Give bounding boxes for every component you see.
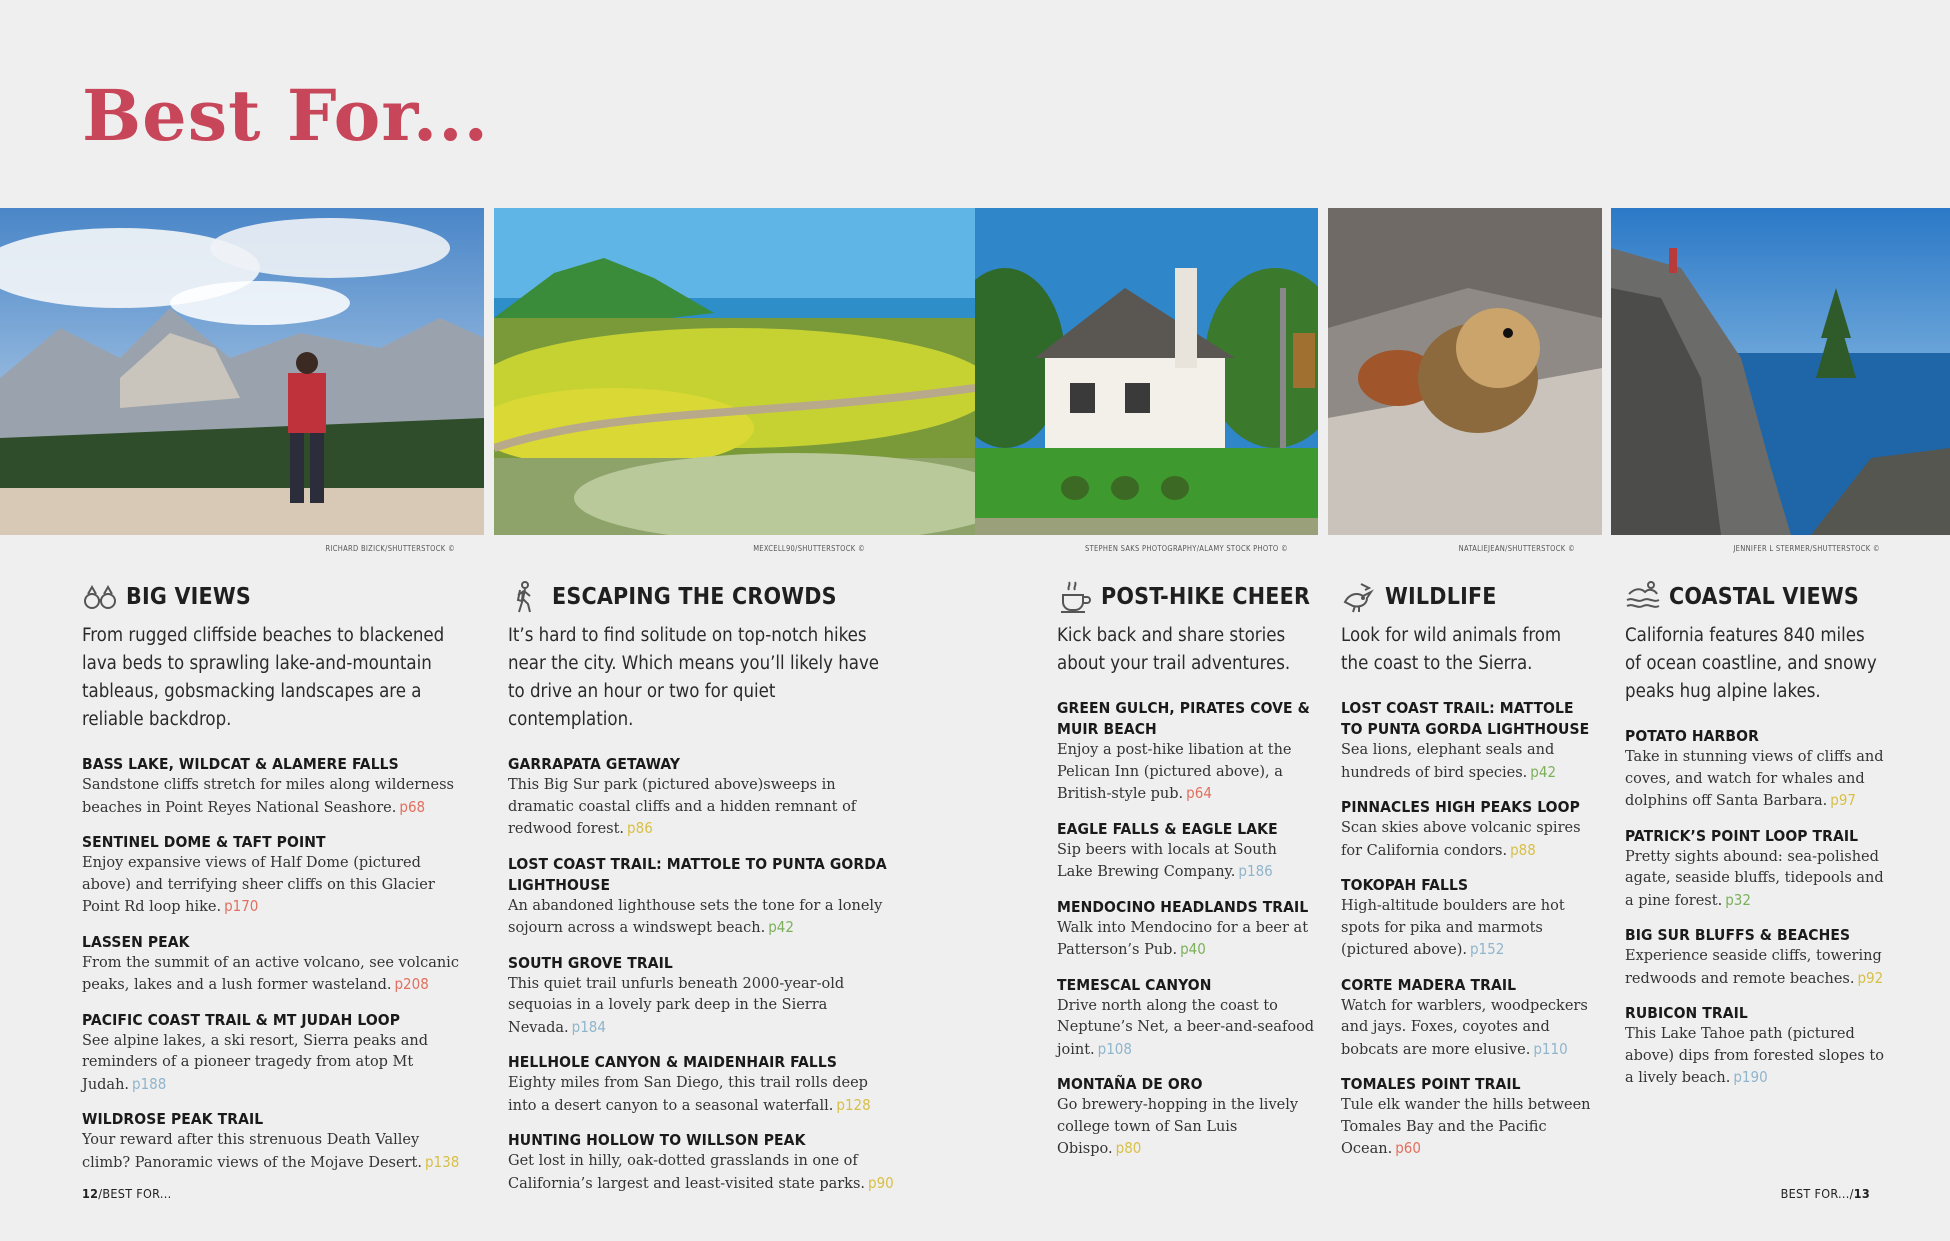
entry-description xyxy=(508,974,898,1040)
entry-description xyxy=(82,775,470,819)
entry-text: Enjoy expansive views of Half Dome (pictured above) and terrifying sheer cliffs on this Glacier Point Rd loop hike. xyxy=(82,855,435,915)
hiker-icon xyxy=(508,580,544,614)
page-reference-link[interactable]: p190 xyxy=(1733,1068,1768,1086)
entry-text: Sandstone cliffs stretch for miles along wilderness beaches in Point Reyes National Seashore. xyxy=(82,777,454,816)
page-title: Best For... xyxy=(82,74,489,157)
list-item xyxy=(1057,1074,1317,1161)
page-reference-link[interactable]: p186 xyxy=(1238,862,1273,880)
page-reference-link[interactable]: p64 xyxy=(1186,784,1212,802)
page-reference-link[interactable]: p138 xyxy=(424,1152,460,1171)
column-title: COASTAL VIEWS xyxy=(1669,584,1859,610)
column-header xyxy=(1057,580,1317,614)
entry-title: HUNTING HOLLOW TO WILLSON PEAK xyxy=(508,1131,806,1149)
photo-strip xyxy=(0,208,1950,535)
coastline-icon xyxy=(1625,580,1661,614)
entry-text: From the summit of an active volcano, see volcanic peaks, lakes and a lush former wasteland. xyxy=(82,954,459,993)
entry-description xyxy=(1625,1024,1885,1090)
entry-description xyxy=(508,1151,898,1195)
folio-number: 13 xyxy=(1853,1186,1870,1201)
list-item xyxy=(82,1010,470,1097)
entry-text: Your reward after this strenuous Death Valley climb? Panoramic views of the Mojave Desert. xyxy=(82,1132,422,1171)
list-item xyxy=(82,1109,470,1174)
photo-credit: NATALIEJEAN/SHUTTERSTOCK © xyxy=(1458,544,1575,553)
list-item xyxy=(1341,698,1591,784)
column-wildlife xyxy=(1341,580,1591,1174)
entry-text: See alpine lakes, a ski resort, Sierra peaks and reminders of a pioneer tragedy from atop Mt Judah. xyxy=(82,1032,429,1093)
page-reference-link[interactable]: p170 xyxy=(224,897,259,915)
column-title: ESCAPING THE CROWDS xyxy=(552,584,837,610)
page-reference-link[interactable]: p110 xyxy=(1533,1039,1568,1058)
list-item xyxy=(1341,797,1591,862)
entry-description xyxy=(1057,996,1317,1062)
entry-text: Eighty miles from San Diego, this trail rolls deep into a desert canyon to a seasonal waterfall. xyxy=(508,1075,868,1114)
list-item xyxy=(508,754,898,841)
entry-text: Get lost in hilly, oak-dotted grasslands in one of California’s largest and least-visited state parks. xyxy=(508,1153,866,1192)
entry-title: WILDROSE PEAK TRAIL xyxy=(82,1110,264,1128)
page-reference-link[interactable]: p92 xyxy=(1857,968,1884,987)
entry-title: GREEN GULCH, PIRATES COVE & MUIR BEACH xyxy=(1057,699,1310,738)
pelican-inn-photo xyxy=(975,208,1318,535)
page-reference-link[interactable]: p40 xyxy=(1180,940,1206,958)
column-coastal-views xyxy=(1625,580,1885,1103)
list-item xyxy=(1625,826,1885,913)
column-escaping-the-crowds xyxy=(508,580,898,1208)
coffee-cup-icon xyxy=(1057,580,1093,614)
entry-description xyxy=(1341,996,1591,1062)
list-item xyxy=(1057,698,1317,806)
entry-title: MONTAÑA DE ORO xyxy=(1057,1075,1203,1093)
page-reference-link[interactable]: p80 xyxy=(1115,1139,1142,1157)
list-item xyxy=(508,854,898,940)
entry-title: SENTINEL DOME & TAFT POINT xyxy=(82,833,326,851)
list-item xyxy=(82,754,470,819)
entry-description xyxy=(1625,847,1885,913)
entry-title: TEMESCAL CANYON xyxy=(1057,975,1212,994)
page-reference-link[interactable]: p128 xyxy=(836,1095,871,1114)
entry-text: Sip beers with locals at South Lake Brewing Company. xyxy=(1057,841,1277,880)
entry-text: This Big Sur park (pictured above)sweeps in dramatic coastal cliffs and a hidden remnant of redwood forest. xyxy=(508,777,857,837)
page-reference-link[interactable]: p97 xyxy=(1830,791,1857,809)
column-title: WILDLIFE xyxy=(1385,584,1497,610)
entry-description xyxy=(82,1031,470,1097)
entry-text: Go brewery-hopping in the lively college town of San Luis Obispo. xyxy=(1057,1097,1299,1157)
entry-text: High-altitude boulders are hot spots for pika and marmots (pictured above). xyxy=(1341,898,1565,958)
entry-text: Tule elk wander the hills between Tomales Bay and the Pacific Ocean. xyxy=(1341,1097,1591,1157)
list-item xyxy=(1625,1003,1885,1090)
page-reference-link[interactable]: p86 xyxy=(627,819,653,837)
entry-title: LOST COAST TRAIL: MATTOLE TO PUNTA GORDA LIGHTHOUSE xyxy=(508,854,887,894)
entry-description xyxy=(82,953,470,997)
column-title: BIG VIEWS xyxy=(126,584,252,610)
entry-title: HELLHOLE CANYON & MAIDENHAIR FALLS xyxy=(508,1053,838,1071)
entry-text: Experience seaside cliffs, towering redwoods and remote beaches. xyxy=(1625,948,1882,987)
entry-title: BIG SUR BLUFFS & BEACHES xyxy=(1625,926,1851,944)
entry-description xyxy=(508,775,898,841)
lake-tahoe-photo xyxy=(1611,208,1950,535)
page-reference-link[interactable]: p208 xyxy=(394,975,429,993)
page-reference-link[interactable]: p88 xyxy=(1510,840,1536,859)
page-reference-link[interactable]: p60 xyxy=(1395,1139,1421,1157)
list-item xyxy=(1625,925,1885,990)
entry-text: Walk into Mendocino for a beer at Patterson’s Pub. xyxy=(1057,919,1309,958)
entry-title: CORTE MADERA TRAIL xyxy=(1341,975,1517,994)
column-intro: It’s hard to find solitude on top-notch hikes near the city. Which means you’ll likely have to drive an hour or two for quiet contemplation. xyxy=(508,625,880,730)
list-item xyxy=(1625,726,1885,813)
column-post-hike-cheer xyxy=(1057,580,1317,1174)
page-reference-link[interactable]: p68 xyxy=(399,797,426,816)
mountain-vista-photo xyxy=(0,208,484,535)
entry-text: Watch for warblers, woodpeckers and jays. Foxes, coyotes and bobcats are more elusive. xyxy=(1341,997,1588,1058)
folio-label: BEST FOR.../ xyxy=(1780,1186,1854,1201)
entry-description xyxy=(1341,818,1591,862)
photo-credit: STEPHEN SAKS PHOTOGRAPHY/ALAMY STOCK PHOTO © xyxy=(1084,544,1288,553)
bird-icon xyxy=(1341,580,1377,614)
folio-number: 12 xyxy=(82,1186,99,1201)
list-item xyxy=(1341,975,1591,1062)
entry-description xyxy=(1057,840,1317,884)
folio-left xyxy=(82,1186,171,1201)
entry-title: PACIFIC COAST TRAIL & MT JUDAH LOOP xyxy=(82,1010,401,1029)
entry-title: LASSEN PEAK xyxy=(82,932,190,951)
coastal-meadow-photo xyxy=(494,208,975,535)
entry-title: EAGLE FALLS & EAGLE LAKE xyxy=(1057,819,1278,838)
page-reference-link[interactable]: p188 xyxy=(132,1074,167,1093)
entry-text: Scan skies above volcanic spires for California condors. xyxy=(1341,820,1581,859)
photo-credit: RICHARD BIZICK/SHUTTERSTOCK © xyxy=(325,544,455,553)
entry-title: TOKOPAH FALLS xyxy=(1341,876,1469,894)
entry-title: BASS LAKE, WILDCAT & ALAMERE FALLS xyxy=(82,755,399,773)
entry-title: GARRAPATA GETAWAY xyxy=(508,755,681,773)
list-item xyxy=(508,1130,898,1195)
entry-title: SOUTH GROVE TRAIL xyxy=(508,953,673,972)
column-header xyxy=(82,580,470,614)
entry-text: This quiet trail unfurls beneath 2000-year-old sequoias in a lovely park deep in the Sierra Nevada. xyxy=(508,975,845,1036)
list-item xyxy=(1057,975,1317,1062)
entry-description xyxy=(1057,918,1317,962)
entry-title: TOMALES POINT TRAIL xyxy=(1341,1075,1521,1093)
entry-description xyxy=(508,1073,898,1117)
entry-text: Pretty sights abound: sea-polished agate, seaside bluffs, tidepools and a pine forest. xyxy=(1625,848,1884,909)
entry-description xyxy=(1341,740,1591,784)
column-title: POST-HIKE CHEER xyxy=(1101,584,1311,610)
entry-text: This Lake Tahoe path (pictured above) dips from forested slopes to a lively beach. xyxy=(1625,1026,1884,1086)
folio-right xyxy=(1781,1186,1870,1201)
photo-credit: MEXCELL90/SHUTTERSTOCK © xyxy=(753,544,865,553)
list-item xyxy=(508,953,898,1040)
entry-description xyxy=(1341,896,1591,962)
entry-description xyxy=(1057,1095,1317,1161)
page-reference-link[interactable]: p32 xyxy=(1725,890,1751,909)
page-reference-link[interactable]: p42 xyxy=(1530,762,1557,781)
entry-description xyxy=(508,896,898,940)
entry-description xyxy=(82,853,470,919)
list-item xyxy=(508,1052,898,1117)
list-item xyxy=(1057,897,1317,962)
entry-text: Sea lions, elephant seals and hundreds of bird species. xyxy=(1341,742,1555,781)
page-reference-link[interactable]: p152 xyxy=(1469,940,1505,958)
binoculars-icon xyxy=(82,580,118,614)
entry-text: Take in stunning views of cliffs and coves, and watch for whales and dolphins off Santa Barbara. xyxy=(1625,749,1884,809)
list-item xyxy=(1057,819,1317,884)
column-big-views xyxy=(82,580,470,1187)
entry-description xyxy=(1057,740,1317,806)
entry-title: POTATO HARBOR xyxy=(1625,727,1759,745)
entry-description xyxy=(1625,946,1885,990)
entry-title: PATRICK’S POINT LOOP TRAIL xyxy=(1625,826,1859,845)
entry-text: An abandoned lighthouse sets the tone for a lonely sojourn across a windswept beach. xyxy=(508,897,883,936)
list-item xyxy=(82,932,470,997)
page-reference-link[interactable]: p184 xyxy=(571,1017,606,1036)
list-item xyxy=(1341,875,1591,962)
marmot-photo xyxy=(1328,208,1602,535)
folio-label: /BEST FOR... xyxy=(98,1186,172,1201)
column-header xyxy=(508,580,898,614)
entry-text: Enjoy a post-hike libation at the Pelican Inn (pictured above), a British-style pub. xyxy=(1057,742,1292,802)
column-header xyxy=(1341,580,1591,614)
entry-title: MENDOCINO HEADLANDS TRAIL xyxy=(1057,897,1309,916)
column-intro: Kick back and share stories about your trail adventures. xyxy=(1057,625,1291,674)
entry-description xyxy=(1625,747,1885,813)
entry-title: PINNACLES HIGH PEAKS LOOP xyxy=(1341,798,1580,816)
list-item xyxy=(1341,1074,1591,1161)
page-reference-link[interactable]: p42 xyxy=(768,918,794,936)
column-intro: Look for wild animals from the coast to the Sierra. xyxy=(1341,625,1562,674)
entry-title: LOST COAST TRAIL: MATTOLE TO PUNTA GORDA LIGHTHOUSE xyxy=(1341,699,1590,738)
page-reference-link[interactable]: p108 xyxy=(1097,1039,1132,1058)
column-header xyxy=(1625,580,1885,614)
entry-title: RUBICON TRAIL xyxy=(1625,1004,1748,1022)
photo-credit: JENNIFER L STERMER/SHUTTERSTOCK © xyxy=(1733,544,1880,553)
column-intro: California features 840 miles of ocean coastline, and snowy peaks hug alpine lakes. xyxy=(1625,625,1877,702)
entry-text: Drive north along the coast to Neptune’s Net, a beer-and-seafood joint. xyxy=(1057,997,1315,1058)
column-intro: From rugged cliffside beaches to blackened lava beds to sprawling lake-and-mountain tableaus, gobsmacking landscapes are a reliable backdrop. xyxy=(82,625,445,730)
list-item xyxy=(82,832,470,919)
page-reference-link[interactable]: p90 xyxy=(868,1173,894,1192)
entry-description xyxy=(82,1130,470,1174)
entry-description xyxy=(1341,1095,1591,1161)
